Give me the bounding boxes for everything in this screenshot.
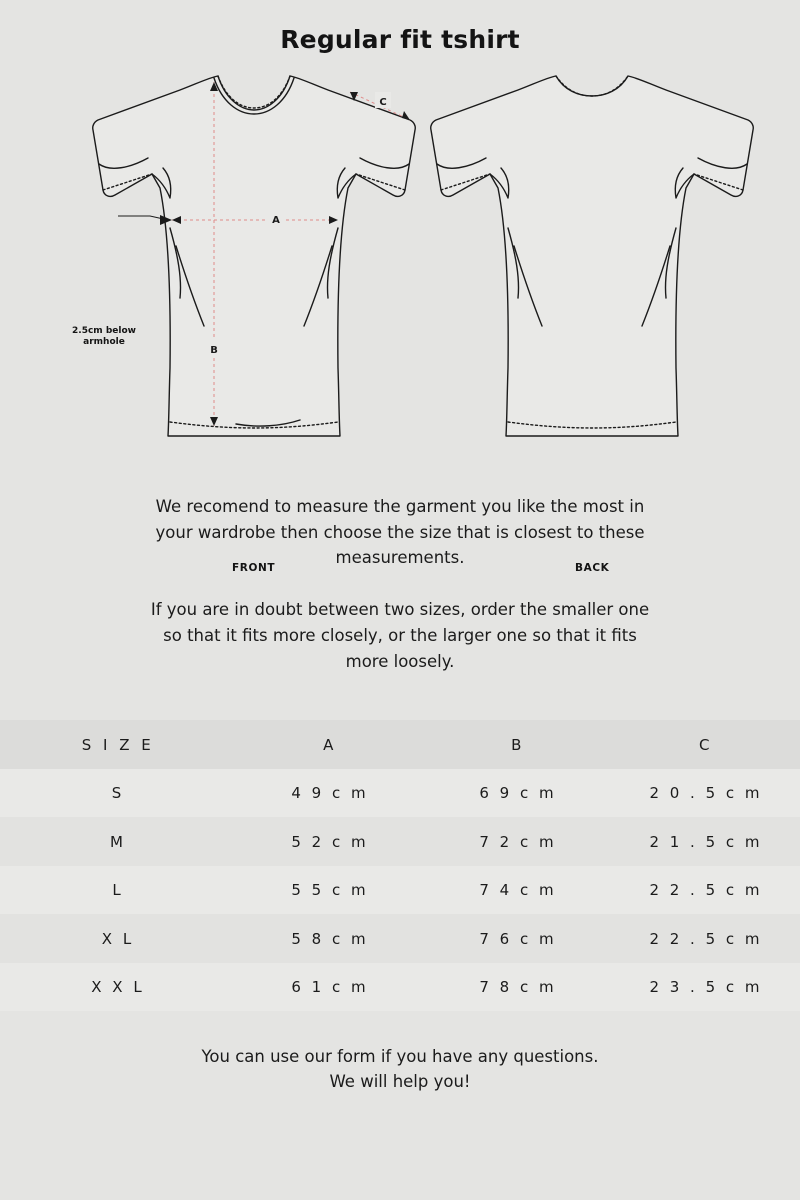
table-header-row (0, 720, 800, 769)
page-title: Regular fit tshirt (280, 25, 520, 54)
cell-c: 2 3 . 5 c m (649, 978, 763, 997)
size-chart-table (0, 720, 800, 1011)
header-c: C (699, 735, 713, 754)
back-caption: BACK (575, 562, 610, 574)
cell-b: 7 2 c m (479, 832, 557, 851)
cell-b: 7 6 c m (479, 929, 557, 948)
front-caption: FRONT (232, 562, 276, 574)
size-chart-head (0, 720, 800, 769)
front-body-outline (93, 76, 416, 436)
cell-c: 2 2 . 5 c m (649, 881, 763, 900)
header-a: A (323, 735, 337, 754)
label-b: B (210, 345, 218, 356)
cell-a: 6 1 c m (291, 978, 369, 997)
cell-c: 2 2 . 5 c m (649, 929, 763, 948)
cell-c: 2 0 . 5 c m (649, 784, 763, 803)
cell-a: 5 2 c m (291, 832, 369, 851)
cell-size: M (110, 832, 126, 851)
table-row (0, 914, 800, 963)
table-row (0, 817, 800, 866)
cell-c: 2 1 . 5 c m (649, 832, 763, 851)
cell-size: S (111, 784, 125, 803)
cell-size: X L (101, 929, 135, 948)
cell-size: X X L (91, 978, 145, 997)
footer-line-1: You can use our form if you have any questions. (201, 1047, 599, 1067)
label-a: A (272, 215, 280, 226)
footer-line-2: We will help you! (329, 1072, 471, 1092)
cell-b: 7 8 c m (479, 978, 557, 997)
header-b: B (511, 735, 525, 754)
cell-a: 5 5 c m (291, 881, 369, 900)
label-c: C (379, 97, 387, 108)
table-row (0, 963, 800, 1012)
table-row (0, 866, 800, 915)
cell-a: 4 9 c m (291, 784, 369, 803)
cell-b: 6 9 c m (479, 784, 557, 803)
back-tshirt-illustration (431, 76, 754, 436)
cell-size: L (112, 881, 124, 900)
cell-a: 5 8 c m (291, 929, 369, 948)
description-paragraph-2: If you are in doubt between two sizes, order the smaller one so that it fits more closely, or the larger one so that it fits more loosely. (150, 600, 650, 671)
footer-note (80, 1045, 720, 1095)
front-tshirt-illustration (93, 76, 416, 436)
tshirt-diagram-svg (0, 68, 800, 488)
description-paragraph-1: We recomend to measure the garment you like the most in your wardrobe then choose the size that is closest to these measurements. (155, 497, 645, 568)
armhole-note-line1: 2.5cm below (72, 326, 136, 336)
header-size: S I Z E (81, 735, 155, 754)
table-row (0, 769, 800, 818)
cell-b: 7 4 c m (479, 881, 557, 900)
armhole-note-line2: armhole (83, 337, 125, 348)
back-body-outline (431, 76, 754, 436)
size-chart-body (0, 769, 800, 1012)
armhole-note (58, 326, 150, 349)
